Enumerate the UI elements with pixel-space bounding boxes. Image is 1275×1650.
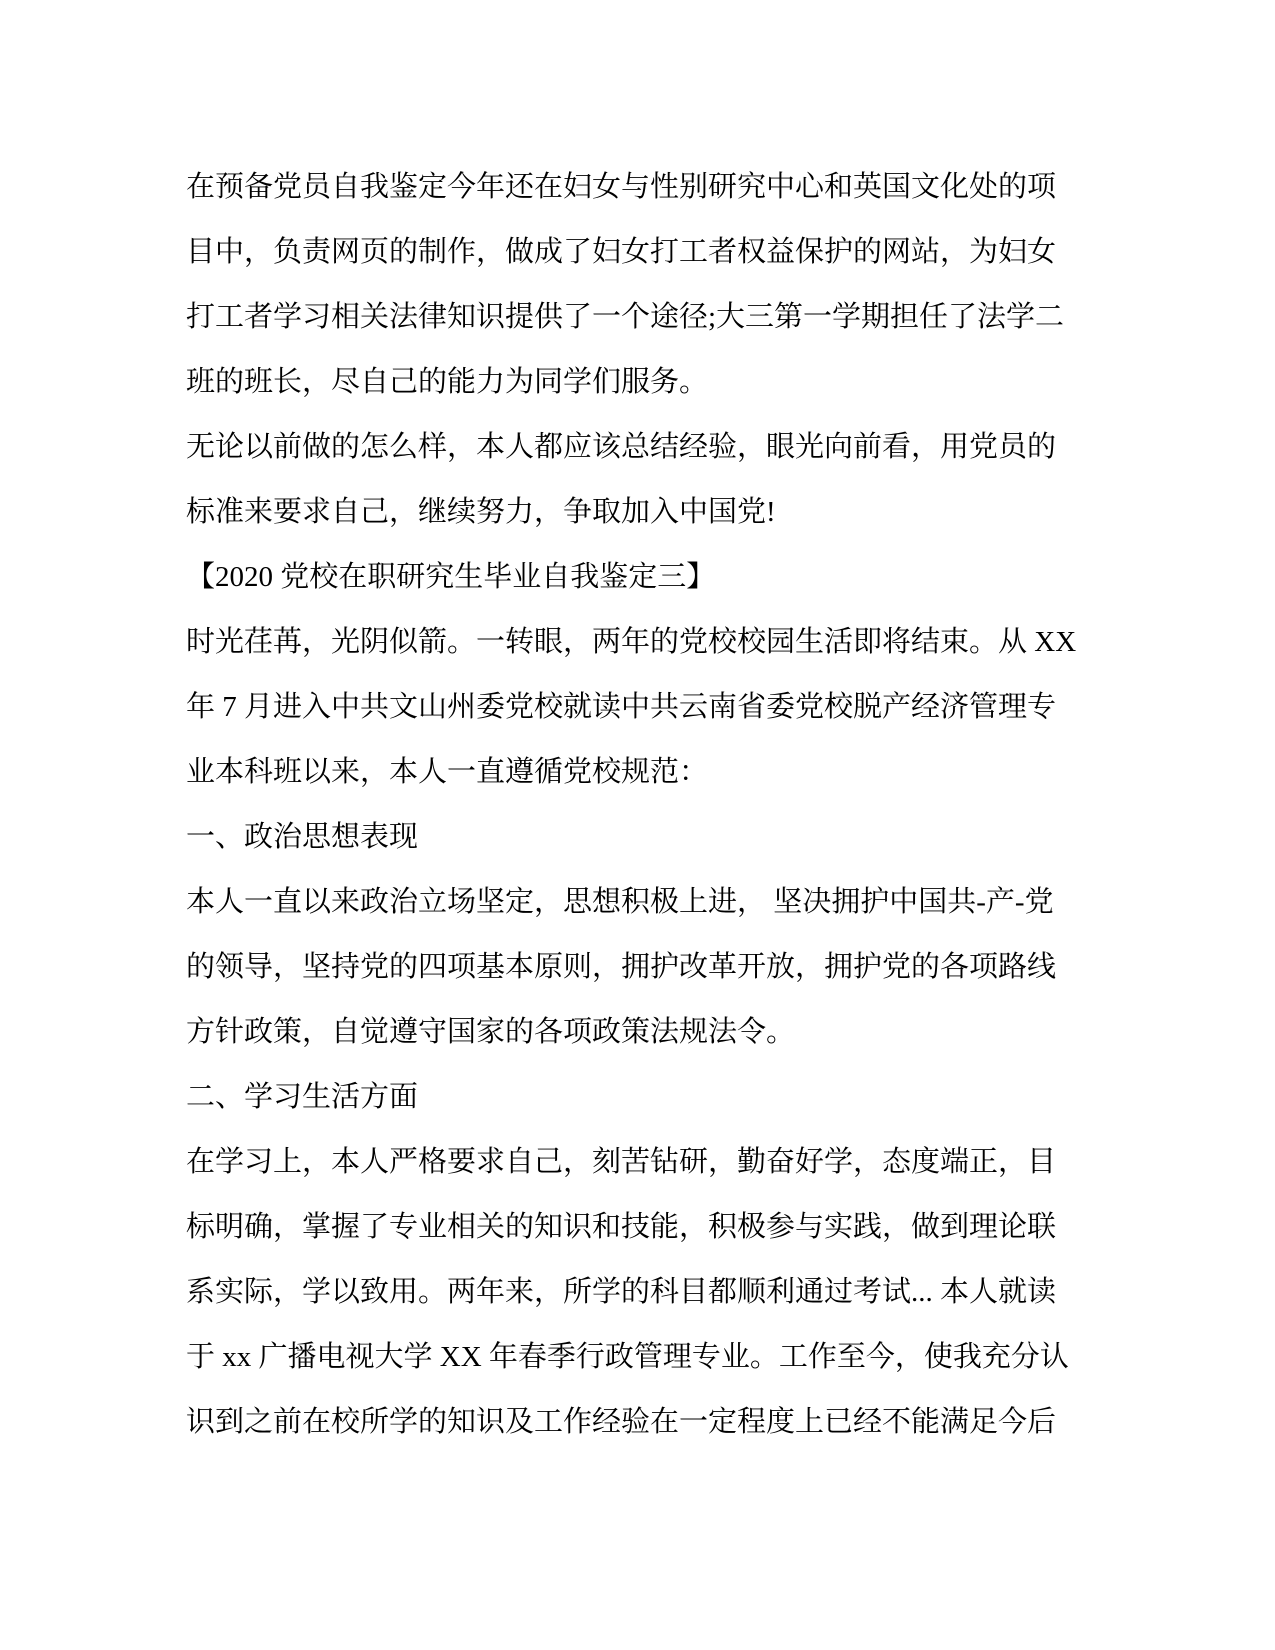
text-line: 的领导，坚持党的四项基本原则，拥护改革开放，拥护党的各项路线 (186, 951, 1057, 983)
text-line: 【2020 党校在职研究生毕业自我鉴定三】 (186, 561, 716, 593)
text-line: 年 7 月进入中共文山州委党校就读中共云南省委党校脱产经济管理专 (186, 691, 1057, 723)
text-line: 本人一直以来政治立场坚定，思想积极上进， 坚决拥护中国共-产-党 (186, 886, 1054, 918)
text-line: 在学习上，本人严格要求自己，刻苦钻研，勤奋好学，态度端正，目 (186, 1146, 1057, 1178)
text-line: 方针政策，自觉遵守国家的各项政策法规法令。 (186, 1016, 796, 1048)
text-line: 时光荏苒，光阴似箭。一转眼，两年的党校校园生活即将结束。从 XX (186, 626, 1077, 658)
text-line: 于 xx 广播电视大学 XX 年春季行政管理专业。工作至今，使我充分认 (186, 1341, 1069, 1373)
text-line: 在预备党员自我鉴定今年还在妇女与性别研究中心和英国文化处的项 (186, 171, 1057, 203)
text-line: 目中，负责网页的制作，做成了妇女打工者权益保护的网站，为妇女 (186, 236, 1057, 268)
text-line: 班的班长，尽自己的能力为同学们服务。 (186, 366, 709, 398)
text-line: 无论以前做的怎么样，本人都应该总结经验，眼光向前看，用党员的 (186, 431, 1057, 463)
text-line: 标准来要求自己，继续努力，争取加入中国党! (186, 496, 776, 528)
text-line: 打工者学习相关法律知识提供了一个途径;大三第一学期担任了法学二 (186, 301, 1065, 333)
text-line: 标明确，掌握了专业相关的知识和技能，积极参与实践，做到理论联 (186, 1211, 1057, 1243)
text-line: 识到之前在校所学的知识及工作经验在一定程度上已经不能满足今后 (186, 1406, 1057, 1438)
text-line: 一、政治思想表现 (186, 821, 419, 853)
text-line: 业本科班以来，本人一直遵循党校规范： (186, 756, 709, 788)
text-line: 系实际，学以致用。两年来，所学的科目都顺利通过考试... 本人就读 (186, 1276, 1057, 1308)
text-line: 二、学习生活方面 (186, 1081, 419, 1113)
document-text-block (186, 155, 1106, 1455)
